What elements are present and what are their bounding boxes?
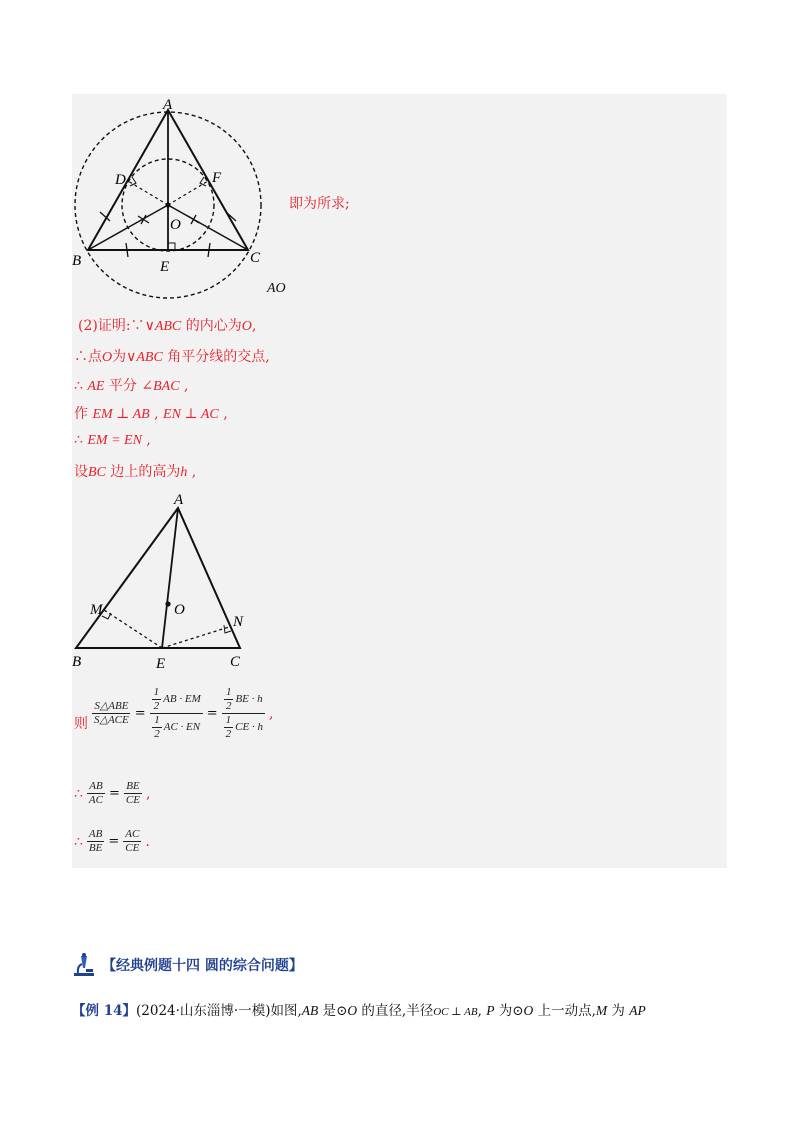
label-N2: N — [233, 614, 244, 630]
label-O2: O — [174, 602, 185, 618]
proof-line-6: 设BC 边上的高为h , — [74, 464, 197, 480]
label-B2: B — [72, 654, 82, 670]
label-C2: C — [230, 654, 241, 670]
equation-ratio-1: ∴ $\frac{AB}{AC}$ = $\frac{BE}{CE}$ , — [74, 780, 151, 806]
section-heading: 【经典例题十四 圆的综合问题】 — [72, 952, 303, 978]
microscope-icon — [72, 952, 98, 978]
equation-ratio-2: ∴ $\frac{AB}{BE}$ = $\frac{AC}{CE}$ . — [74, 828, 150, 854]
label-A2: A — [174, 492, 184, 508]
proof-line-3: ∴ AE 平分 ∠BAC , — [74, 378, 189, 394]
figure1-caption: 即为所求; — [289, 196, 350, 212]
label-M2: M — [90, 602, 103, 618]
stray-label-ao: AO — [267, 281, 286, 296]
label-A: A — [163, 97, 173, 113]
equation-area-ratio: 则 $\frac{\text{S△ABE}}{\text{S△ACE}}$ = $\frac{1}{2}$ AB · EM $\frac{1}{2}$ AC · EN = $\frac{1}{2}$ BE · h $\frac{1}{2}$ CE · h , — [74, 686, 274, 740]
label-E: E — [160, 259, 170, 275]
figure-incircle-circumcircle — [60, 95, 290, 305]
example-14-text: 【例 14】(2024·山东淄博·一模)如图,AB 是⊙O 的直径,半径OC ⊥ AB, P 为⊙O 上一动点,M 为 AP — [72, 1003, 646, 1019]
proof-line-1: (2)证明:∵∨ABC 的内心为O, — [78, 318, 257, 334]
label-D: D — [115, 172, 126, 188]
label-C: C — [250, 250, 261, 266]
figure-angle-bisector — [68, 488, 258, 673]
proof-line-4: 作 EM ⊥ AB , EN ⊥ AC , — [74, 406, 228, 422]
label-F: F — [212, 170, 222, 186]
label-E2: E — [156, 656, 166, 672]
label-O: O — [170, 217, 181, 233]
label-B: B — [72, 253, 82, 269]
proof-line-2: ∴点O为∨ABC 角平分线的交点, — [74, 349, 270, 365]
proof-line-5: ∴ EM = EN , — [74, 432, 151, 448]
